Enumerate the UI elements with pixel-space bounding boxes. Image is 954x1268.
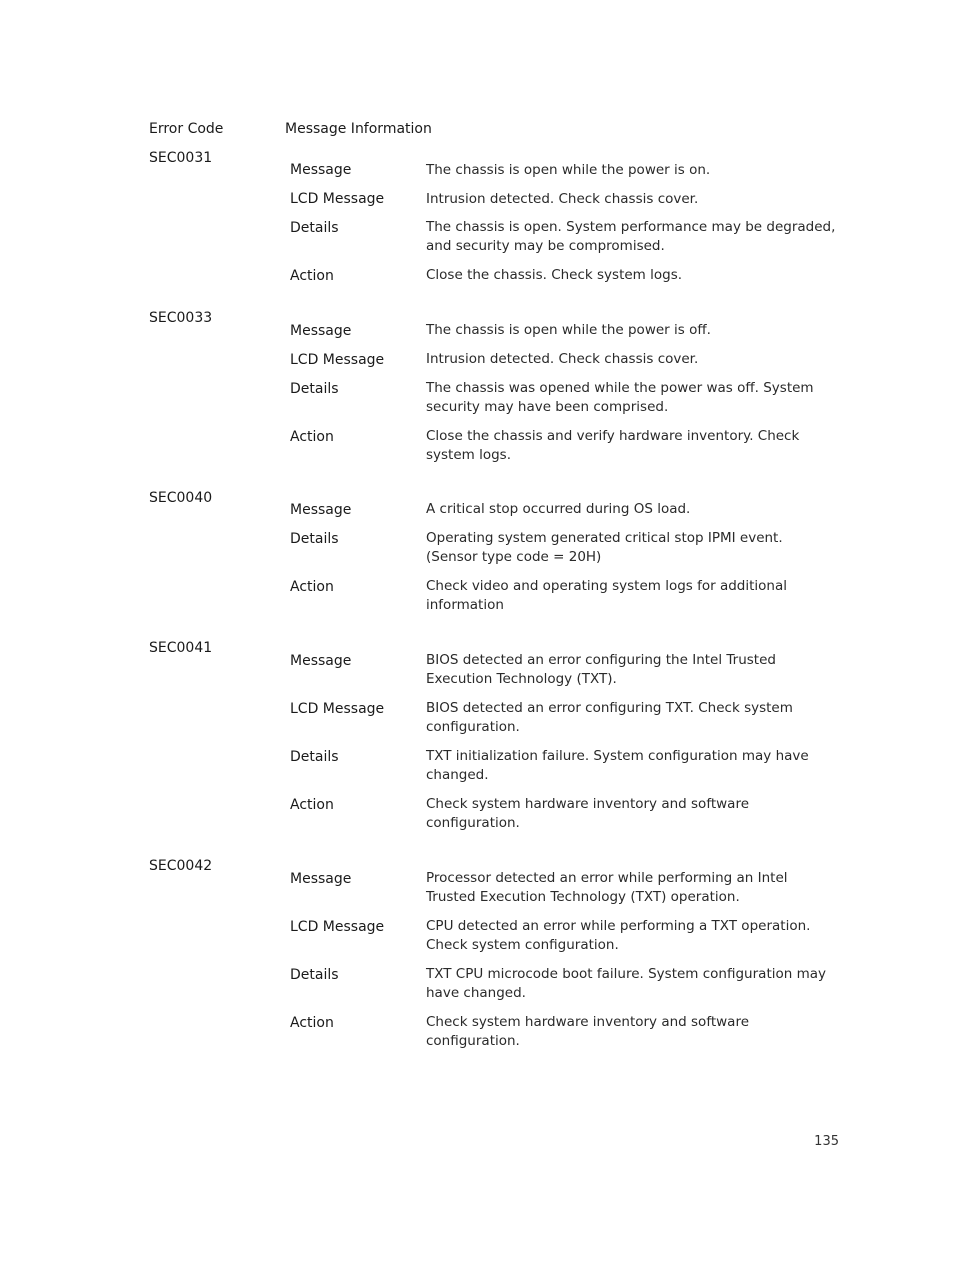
field-value: Intrusion detected. Check chassis cover.: [426, 191, 699, 207]
field-label: LCD Message: [290, 191, 385, 207]
error-code: SEC0033: [149, 310, 213, 326]
field-value: Intrusion detected. Check chassis cover.: [426, 351, 699, 367]
field-value: Operating system generated critical stop IPMI event. (Sensor type code = 20H): [426, 530, 783, 566]
field-value: The chassis is open while the power is off.: [426, 322, 711, 338]
field-value: Check video and operating system logs for additional information: [426, 578, 787, 614]
error-code: SEC0041: [149, 640, 213, 656]
field-value: TXT initialization failure. System configuration may have changed.: [426, 748, 809, 784]
field-label: LCD Message: [290, 352, 385, 368]
field-label: Details: [290, 749, 339, 765]
column-header-error-code: Error Code: [149, 121, 224, 137]
field-label: Message: [290, 871, 352, 887]
error-code: SEC0042: [149, 858, 213, 874]
field-value: Close the chassis and verify hardware inventory. Check system logs.: [426, 428, 800, 464]
field-value: The chassis is open. System performance may be degraded, and security may be compromised.: [426, 219, 836, 255]
error-code: SEC0031: [149, 150, 213, 166]
field-value: CPU detected an error while performing a TXT operation. Check system configuration.: [426, 918, 811, 954]
field-value: Check system hardware inventory and software configuration.: [426, 1014, 749, 1050]
error-code: SEC0040: [149, 490, 213, 506]
field-value: BIOS detected an error configuring the Intel Trusted Execution Technology (TXT).: [426, 652, 776, 688]
field-label: Details: [290, 967, 339, 983]
field-label: Details: [290, 531, 339, 547]
field-label: Details: [290, 381, 339, 397]
column-header-message-information: Message Information: [285, 121, 432, 137]
field-value: BIOS detected an error configuring TXT. Check system configuration.: [426, 700, 793, 736]
page-number: 135: [814, 1134, 839, 1149]
field-label: Details: [290, 220, 339, 236]
field-label: Message: [290, 323, 352, 339]
field-value: The chassis was opened while the power was off. System security may have been comprised.: [426, 380, 814, 416]
field-value: Processor detected an error while performing an Intel Trusted Execution Technology (TXT) operation.: [426, 870, 788, 906]
field-label: Action: [290, 268, 334, 284]
field-label: LCD Message: [290, 919, 385, 935]
field-value: TXT CPU microcode boot failure. System configuration may have changed.: [426, 966, 827, 1002]
field-label: Action: [290, 579, 334, 595]
field-label: LCD Message: [290, 701, 385, 717]
field-label: Message: [290, 502, 352, 518]
field-value: Close the chassis. Check system logs.: [426, 267, 683, 283]
field-label: Action: [290, 797, 334, 813]
field-label: Action: [290, 429, 334, 445]
field-value: A critical stop occurred during OS load.: [426, 501, 691, 517]
field-label: Action: [290, 1015, 334, 1031]
field-label: Message: [290, 653, 352, 669]
field-value: The chassis is open while the power is on.: [426, 162, 711, 178]
field-value: Check system hardware inventory and software configuration.: [426, 796, 749, 832]
field-label: Message: [290, 162, 352, 178]
